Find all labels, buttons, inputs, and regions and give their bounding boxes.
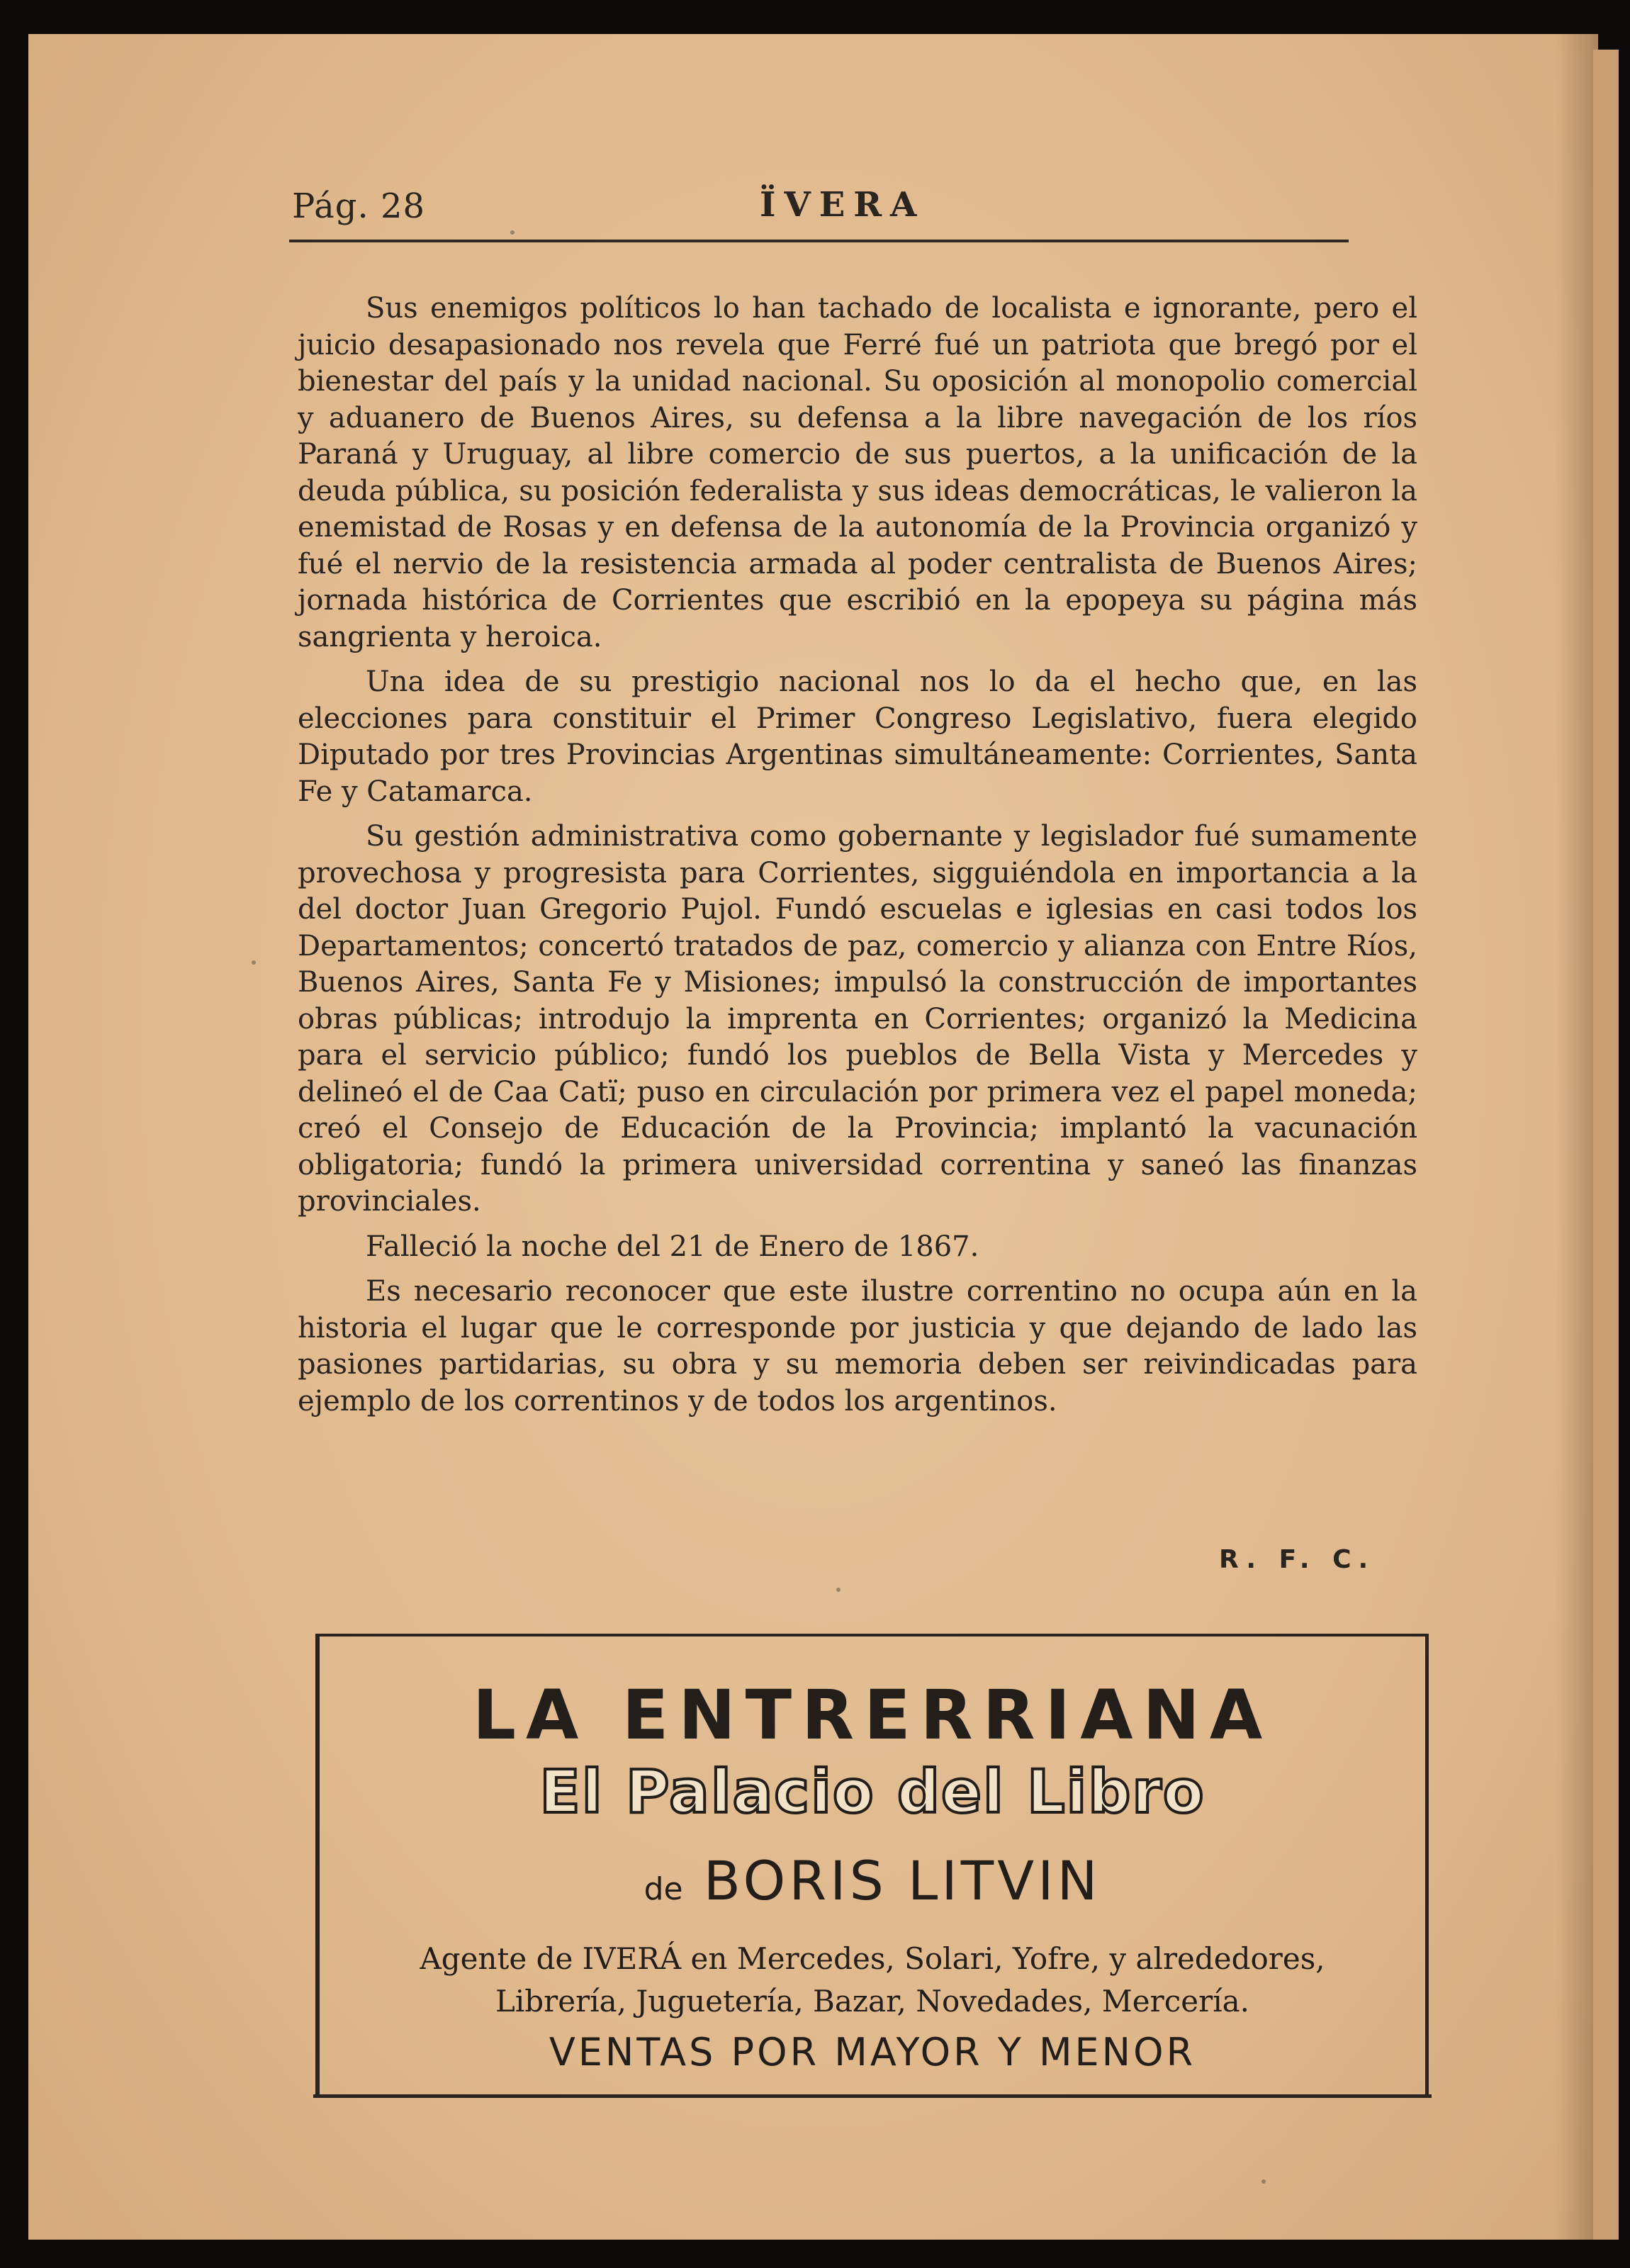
article-paragraph: Falleció la noche del 21 de Enero de 1867. [366,1230,979,1263]
gutter-shadow [1556,34,1598,2240]
article-paragraph: Su gestión administrativa como gobernante y legislador fué sumamente provechosa y progresista para Corrientes, sigguiéndola en importancia a la del doctor Juan Gregorio Pujol. Fundó escuelas e iglesias en casi todos los Departamentos; concertó tratados de paz, comercio y alianza con Entre Ríos, Buenos Aires, Santa Fe y Misiones; impulsó la construcción de importantes obras públicas; introdujo la imprenta en Corrientes; organizó la Medicina para el servicio público; fundó los pueblos de Bella Vista y Mercedes y delineó el de Caa Catï; puso en circulación por primera vez el papel moneda; creó el Consejo de Educación de la Provincia; implantó la vacunación obligatoria; fundó la primera universidad correntina y saneó las finanzas provinciales. [298,820,1417,1218]
ad-subtitle: El Palacio del Libro [539,1757,1205,1826]
advertisement-box [315,1634,1429,2097]
paper-speck [510,230,515,235]
paper-speck [1261,2179,1266,2184]
article-paragraph: Una idea de su prestigio nacional nos lo da el hecho que, en las elecciones para constituir el Primer Congreso Legislativo, fuera elegido Diputado por tres Provincias Argentinas simultáneamente: Corrientes, Santa Fe y Catamarca. [298,666,1417,808]
article-body [298,291,1417,1428]
page-header [292,181,1349,230]
adjacent-page-edge [1593,50,1619,2240]
header-divider [289,240,1349,242]
ad-sales-text: VENTAS POR MAYOR Y MENOR [549,2030,1196,2075]
ad-owner-line [320,1849,1425,1912]
ad-owner-prefix: de [643,1871,683,1907]
ad-store-name: LA ENTRERRIANA [472,1675,1273,1755]
ad-agent-text: Agente de IVERÁ en Mercedes, Solari, Yofre, y alrededores, Librería, Juguetería, Bazar, Novedades, Mercería. [420,1941,1325,2019]
ad-owner-name: BORIS LITVIN [703,1849,1101,1912]
paper-speck [836,1588,841,1592]
ad-bottom-border [313,2094,1432,2098]
paper-speck [252,960,256,965]
journal-title: ÏVERA [760,185,926,225]
author-signature: R. F. C. [1219,1545,1376,1574]
page-number: Pág. 28 [292,186,426,226]
article-paragraph: Sus enemigos políticos lo han tachado de localista e ignorante, pero el juicio desapasionado nos revela que Ferré fué un patriota que bregó por el bienestar del país y la unidad nacional. Su oposición al monopolio comercial y aduanero de Buenos Aires, su defensa a la libre navegación de los ríos Paraná y Uruguay, al libre comercio de sus puertos, a la unificación de la deuda pública, su posición federalista y sus ideas democráticas, le valieron la enemistad de Rosas y en defensa de la autonomía de la Provincia organizó y fué el nervio de la resistencia armada al poder centralista de Buenos Aires; jornada histórica de Corrientes que escribió en la epopeya su página más sangrienta y heroica. [298,292,1417,653]
article-paragraph: Es necesario reconocer que este ilustre correntino no ocupa aún en la historia el lugar que le corresponde por justicia y que dejando de lado las pasiones partidarias, su obra y su memoria deben ser reivindicadas para ejemplo de los correntinos y de todos los argentinos. [298,1275,1417,1418]
